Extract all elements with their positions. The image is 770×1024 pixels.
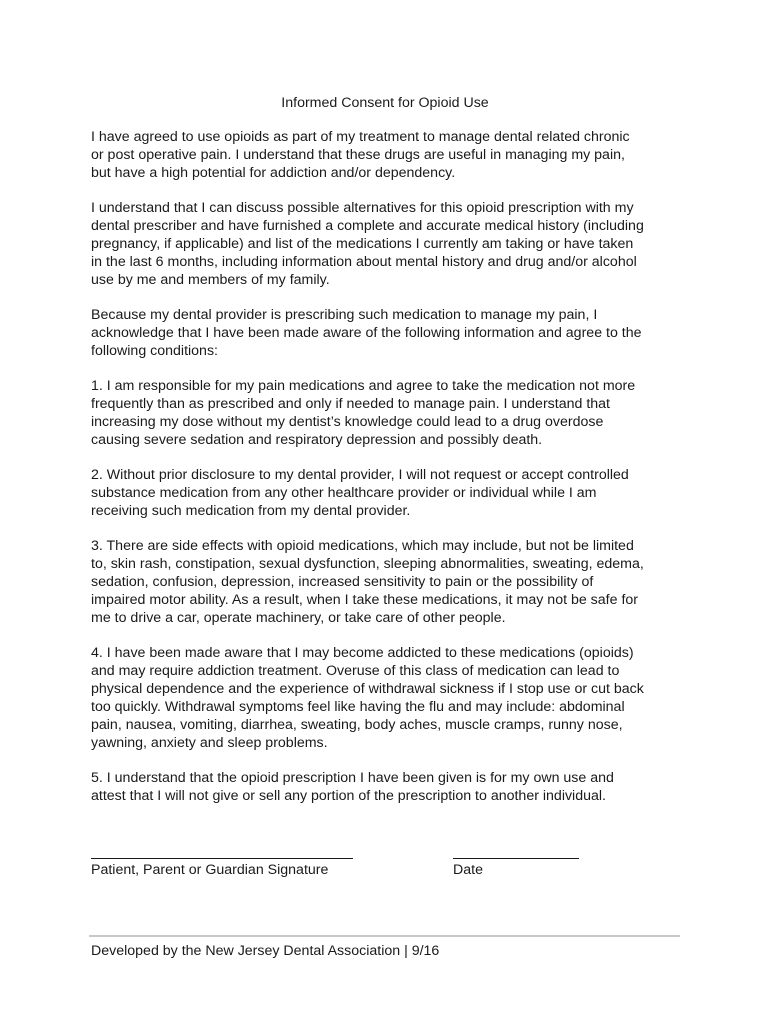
patient-signature-block: [91, 844, 353, 879]
footer-divider: [89, 935, 680, 937]
alternatives-paragraph: I understand that I can discuss possible alternatives for this opioid prescription with my dental prescriber and have furnished a complete and accurate medical history (including pregnancy, if applicable) and list of the medications I currently am taking or have taken in the last 6 months, including information about mental history and drug and/or alcohol use by me and members of my family.: [91, 200, 644, 288]
condition-1-paragraph: 1. I am responsible for my pain medications and agree to take the medication not more frequently than as prescribed and only if needed to manage pain. I understand that increasing my dose without my dentist’s knowledge could lead to a drug overdose causing severe sedation and respiratory depression and possibly death.: [91, 378, 636, 448]
condition-3-paragraph: 3. There are side effects with opioid medications, which may include, but not be limited to, skin rash, constipation, sexual dysfunction, sleeping abnormalities, sweating, edema, sedation, confusion, depression, increased sensitivity to pain or the possibility of impaired motor ability. As a result, when I take these medications, it may not be safe for me to drive a car, operate machinery, or take care of other people.: [91, 538, 644, 626]
acknowledgement-paragraph: Because my dental provider is prescribing such medication to manage my pain, I acknowledge that I have been made aware of the following information and agree to the following conditions:: [91, 307, 642, 359]
intro-paragraph: I have agreed to use opioids as part of my treatment to manage dental related chronic or post operative pain. I understand that these drugs are useful in managing my pain, but have a high potential for addiction and/or dependency.: [91, 129, 630, 181]
consent-body: [91, 128, 691, 822]
patient-signature-line[interactable]: [91, 844, 353, 859]
patient-signature-label: Patient, Parent or Guardian Signature: [91, 862, 329, 878]
document-title: Informed Consent for Opioid Use: [281, 95, 489, 111]
condition-5-paragraph: 5. I understand that the opioid prescription I have been given is for my own use and attest that I will not give or sell any portion of the prescription to another individual.: [91, 770, 614, 804]
footer-text: Developed by the New Jersey Dental Association | 9/16: [91, 943, 440, 959]
date-line[interactable]: [453, 844, 579, 859]
condition-2-paragraph: 2. Without prior disclosure to my dental provider, I will not request or accept controlled substance medication from any other healthcare provider or individual while I am receiving such medication from my dental provider.: [91, 467, 629, 519]
condition-4-paragraph: 4. I have been made aware that I may become addicted to these medications (opioids) and may require addiction treatment. Overuse of this class of medication can lead to physical dependence and the experience of withdrawal sickness if I stop use or cut back too quickly. Withdrawal symptoms feel like having the flu and may include: abdominal pain, nausea, vomiting, diarrhea, sweating, body aches, muscle cramps, runny nose, yawning, anxiety and sleep problems.: [91, 645, 644, 751]
date-signature-block: [453, 844, 579, 879]
date-label: Date: [453, 862, 483, 878]
